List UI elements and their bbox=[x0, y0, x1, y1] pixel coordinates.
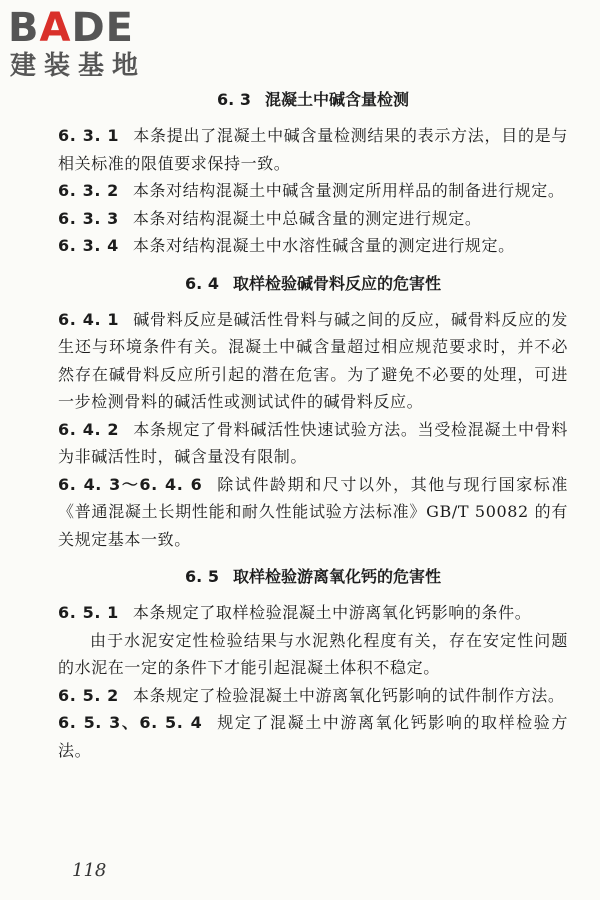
clause-6-5-2: 6. 5. 2 本条规定了检验混凝土中游离氧化钙影响的试件制作方法。 bbox=[58, 685, 565, 705]
document-body bbox=[58, 84, 568, 764]
clause-6-4-2: 6. 4. 2 本条规定了骨料碱活性快速试验方法。当受检混凝土中骨料为非碱活性时，碱含量没有限制。 bbox=[58, 419, 568, 466]
logo-subtitle: 建装基地 bbox=[10, 51, 147, 81]
clause-6-5-3-4: 6. 5. 3、6. 5. 4 规定了混凝土中游离氧化钙影响的取样检验方法。 bbox=[58, 713, 568, 760]
clause-6-5-1-continued: 由于水泥安定性检验结果与水泥熟化程度有关，存在安定性问题的水泥在一定的条件下才能引起混凝土体积不稳定。 bbox=[58, 630, 568, 677]
clause-6-4-1: 6. 4. 1 碱骨料反应是碱活性骨料与碱之间的反应，碱骨料反应的发生还与环境条件有关。混凝土中碱含量超过相应规范要求时，并不必然存在碱骨料反应所引起的潜在危害。为了避免不必要的处理，可进一步检测骨料的碱活性或测试试件的碱骨料反应。 bbox=[58, 309, 568, 411]
clause-6-3-4: 6. 3. 4 本条对结构混凝土中水溶性碱含量的测定进行规定。 bbox=[58, 236, 515, 255]
section-heading-6-5: 6. 5 取样检验游离氧化钙的危害性 bbox=[185, 567, 441, 586]
section-heading-6-4: 6. 4 取样检验碱骨料反应的危害性 bbox=[185, 273, 441, 293]
clause-6-3-2: 6. 3. 2 本条对结构混凝土中碱含量测定所用样品的制备进行规定。 bbox=[58, 181, 565, 200]
clause-6-4-3-6: 6. 4. 3～6. 4. 6 除试件龄期和尺寸以外，其他与现行国家标准《普通混凝土长期性能和耐久性能试验方法标准》GB/T 50082 的有关规定基本一致。 bbox=[58, 474, 568, 549]
logo-wordmark: BADE bbox=[8, 5, 134, 51]
bade-logo bbox=[8, 4, 178, 86]
clause-6-5-1: 6. 5. 1 本条规定了取样检验混凝土中游离氧化钙影响的条件。 bbox=[58, 603, 532, 622]
page-number: 118 bbox=[72, 860, 107, 881]
clause-6-3-1: 6. 3. 1 本条提出了混凝土中碱含量检测结果的表示方法，目的是与相关标准的限值要求保持一致。 bbox=[58, 126, 568, 173]
section-heading-6-3: 6. 3 混凝土中碱含量检测 bbox=[217, 90, 409, 109]
clause-6-3-3: 6. 3. 3 本条对结构混凝土中总碱含量的测定进行规定。 bbox=[58, 208, 482, 228]
